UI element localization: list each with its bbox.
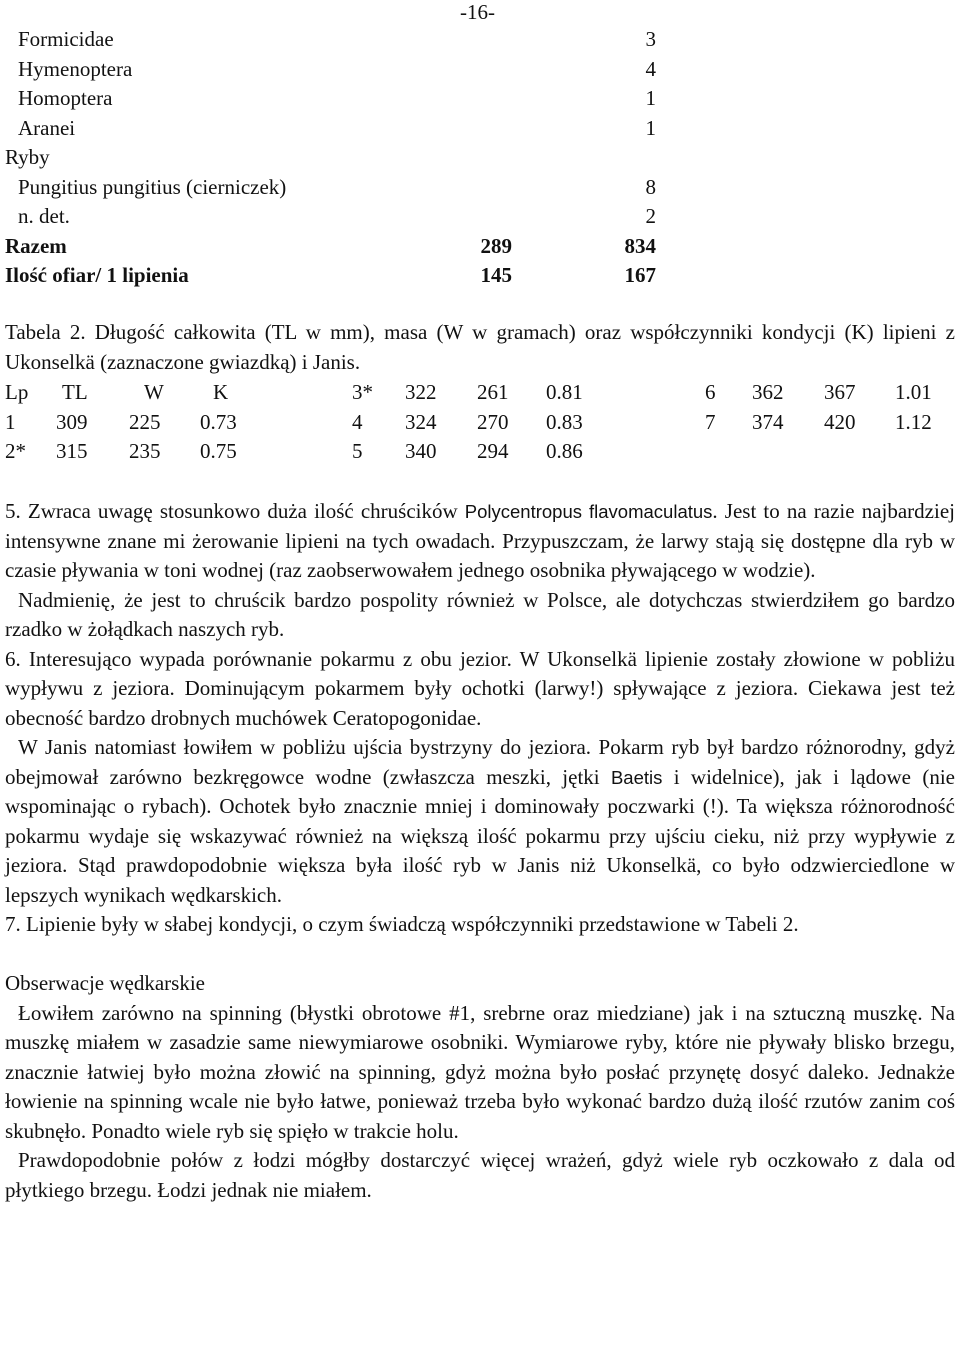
prey-table-row <box>0 114 680 144</box>
prey-count-ukonselka: 145 <box>480 263 512 287</box>
prey-table-row <box>0 84 680 114</box>
table2-cell: 3* <box>352 380 373 404</box>
body-text <box>5 497 955 1205</box>
prey-name: Homoptera <box>18 86 113 110</box>
prey-count-janis: 834 <box>624 233 656 258</box>
prey-table-row <box>0 261 680 291</box>
table2-cell: 294 <box>477 439 509 463</box>
table2-cell: 7 <box>705 409 716 434</box>
prey-table <box>0 25 680 291</box>
prey-count-janis: 3 <box>645 27 656 51</box>
table2-cell: 322 <box>405 380 437 404</box>
condition-table <box>0 378 960 468</box>
prey-table-row <box>0 143 680 173</box>
paragraph-6-janis: W Janis natomiast łowiłem w pobliżu ujścia bystrzyny do jeziora. Pokarm ryb był bardzo różnorodny, gdyż obejmował zarówno bezkręgowce wodne (zwłaszcza meszki, jętki Baetis i widelnice), jak i lądowe (nie wspominając o rybach). Ochotek było znacznie mniej i dominowały poczwarki (!). Ta większa różnorodność pokarmu wydaje się wskazywać również na większą ilość pokarmu przy ujściu cieku, niż przy wypływie z jeziora. Stąd prawdopodobnie większa była ilość ryb w Janis niż Ukonselkä, co było odzwierciedlone w lepszych wynikach wędkarskich. <box>5 735 955 907</box>
table2-cell: 1.12 <box>895 409 932 434</box>
page-number: -16- <box>460 0 495 24</box>
prey-count-janis: 8 <box>645 174 656 199</box>
prey-table-row <box>0 55 680 85</box>
table2-cell: 225 <box>129 409 161 434</box>
prey-table-row <box>0 173 680 203</box>
table2-cell: 5 <box>352 439 363 463</box>
prey-name: Pungitius pungitius (cierniczek) <box>18 174 287 199</box>
section-heading: Obserwacje wędkarskie <box>5 971 205 995</box>
table2-cell: 2* <box>5 439 26 463</box>
observations-paragraph: Łowiłem zarówno na spinning (błystki obrotowe #1, srebrne oraz miedziane) jak i na sztuczną muszkę. Na muszkę miałem w zasadzie same niewymiarowe osobniki. Wymiarowe ryby, które nie pływały blisko brzegu, znacznie łatwiej było można złowić na spinning, gdyż można było posłać przynętę dosyć daleko. Jednakże łowienie na spinning wcale nie było łatwe, ponieważ trzeba było wykonać bardzo dużą ilość rzutów zanim coś skubnęło. Ponadto wiele ryb się spięło w trakcie holu. <box>5 1000 955 1143</box>
prey-count-janis: 2 <box>645 204 656 228</box>
prey-name: Ryby <box>5 145 50 169</box>
table2-cell: 0.73 <box>200 409 237 434</box>
table2-cell: 367 <box>824 380 856 404</box>
prey-count-janis: 4 <box>645 56 656 81</box>
prey-name: Formicidae <box>18 27 114 51</box>
observations-paragraph-2: Prawdopodobnie połów z łodzi mógłby dostarczyć więcej wrażeń, gdyż wiele ryb oczkowało z dala od płytkiego brzegu. Łodzi jednak nie miałem. <box>5 1148 955 1202</box>
genus-name: Baetis <box>610 766 663 788</box>
prey-name: n. det. <box>18 204 70 228</box>
table2-cell: 261 <box>477 380 509 404</box>
table2-cell: 0.86 <box>546 439 583 463</box>
prey-count-ukonselka: 289 <box>480 233 512 258</box>
prey-table-row <box>0 202 680 232</box>
table2-cell: 420 <box>824 409 856 434</box>
table2-cell: 1 <box>5 409 16 434</box>
table2-header-tl: TL <box>62 380 88 404</box>
prey-count-janis: 1 <box>645 115 656 140</box>
table2-header-w: W <box>144 380 164 404</box>
table2-cell: 315 <box>56 439 88 463</box>
table2-header-k: K <box>213 380 229 404</box>
table2-cell: 0.75 <box>200 439 237 463</box>
prey-count-janis: 1 <box>645 86 656 110</box>
table2-cell: 362 <box>752 380 784 404</box>
table2-cell: 0.81 <box>546 380 583 404</box>
prey-table-row <box>0 232 680 262</box>
table2-cell: 374 <box>752 409 784 434</box>
prey-name: Aranei <box>18 115 76 140</box>
prey-count-janis: 167 <box>624 263 656 287</box>
prey-table-row <box>0 25 680 55</box>
paragraph-6: 6. Interesująco wypada porównanie pokarmu z obu jezior. W Ukonselkä lipienie zostały złowione w pobliżu wypływu z jeziora. Dominującym pokarmem były ochotki (larwy!) spływające z jeziora. Ciekawa jest też obecność bardzo drobnych muchówek Ceratopogonidae. <box>5 646 955 730</box>
species-name: Polycentropus flavomaculatus <box>464 501 713 522</box>
table2-cell: 1.01 <box>895 380 932 404</box>
paragraph-5: 5. Zwraca uwagę stosunkowo duża ilość chruścików Polycentropus flavomaculatus. Jest to na razie najbardziej intensywne znane mi żerowanie lipieni na tych owadach. Przypuszczam, że larwy stają się dostępne dla ryb w czasie pływania w toni wodnej (raz zaobserwowałem jednego osobnika pływającego w wodzie). <box>5 499 955 582</box>
table2-header-lp: Lp <box>5 380 29 404</box>
paragraph-7: 7. Lipienie były w słabej kondycji, o czym świadczą współczynniki przedstawione w Tabeli 2. <box>5 912 799 936</box>
prey-name: Ilość ofiar/ 1 lipienia <box>5 263 189 287</box>
prey-name: Hymenoptera <box>18 56 133 81</box>
table2-cell: 235 <box>129 439 161 463</box>
table2-cell: 340 <box>405 439 437 463</box>
table2-caption: Tabela 2. Długość całkowita (TL w mm), masa (W w gramach) oraz współczynniki kondycji (K) lipieni z Ukonselkä (zaznaczone gwiazdką) i Janis. <box>5 320 955 374</box>
table2-cell: 324 <box>405 409 437 434</box>
table2-cell: 270 <box>477 409 509 434</box>
paragraph-5-note: Nadmienię, że jest to chruścik bardzo pospolity również w Polsce, ale dotychczas stwierdziłem go bardzo rzadko w żołądkach naszych ryb. <box>5 587 955 641</box>
table2-cell: 4 <box>352 409 363 434</box>
table2-cell: 309 <box>56 409 88 434</box>
table2-cell: 6 <box>705 380 716 404</box>
prey-name: Razem <box>5 233 67 258</box>
table2-cell: 0.83 <box>546 409 583 434</box>
